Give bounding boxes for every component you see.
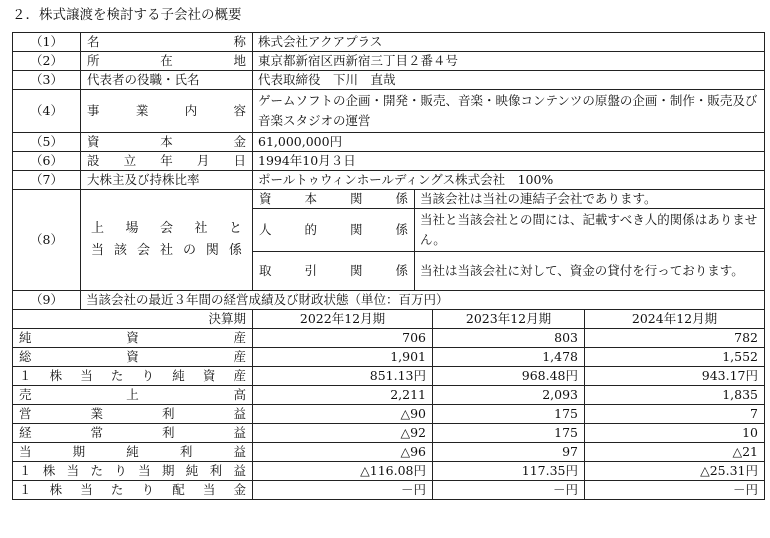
label-char: 株 bbox=[42, 463, 56, 478]
label-char: 引 bbox=[304, 263, 317, 278]
label-char: 産 bbox=[233, 349, 246, 364]
label-char: 営 bbox=[19, 406, 32, 421]
financial-value: 851.13円 bbox=[253, 367, 433, 386]
label-char: 関 bbox=[205, 243, 219, 258]
financial-row bbox=[13, 367, 765, 386]
label-char: 純 bbox=[126, 444, 139, 459]
row-representative bbox=[13, 71, 765, 90]
label-spread bbox=[19, 463, 246, 479]
label-spread bbox=[259, 263, 408, 279]
financial-row bbox=[13, 386, 765, 405]
row-relationship-capital bbox=[13, 190, 765, 209]
label-char: 当 bbox=[138, 463, 151, 478]
financial-value: 1,835 bbox=[585, 386, 765, 405]
financial-value: 803 bbox=[433, 329, 585, 348]
label-char: 当 bbox=[80, 368, 93, 383]
label-spread bbox=[19, 482, 246, 498]
financial-row-label bbox=[13, 443, 253, 462]
label-char: 金 bbox=[233, 134, 246, 149]
period-2023: 2023年12月期 bbox=[433, 310, 585, 329]
label-spread bbox=[87, 134, 246, 150]
financial-row bbox=[13, 462, 765, 481]
label-char: 当 bbox=[91, 243, 105, 258]
row-index: （9） bbox=[13, 291, 81, 310]
label-char: 容 bbox=[233, 103, 246, 118]
relationship-sub-label bbox=[253, 209, 415, 252]
label-char: 利 bbox=[209, 463, 223, 478]
financials-title: 当該会社の最近３年間の経営成績及び財政状態（単位：百万円） bbox=[81, 291, 765, 310]
label-char: 益 bbox=[233, 425, 246, 440]
label-char: 資 bbox=[202, 368, 216, 383]
financial-row-label bbox=[13, 405, 253, 424]
label-char: 配 bbox=[172, 482, 185, 497]
label-spread bbox=[19, 368, 246, 384]
financial-value: △96 bbox=[253, 443, 433, 462]
label-spread bbox=[87, 103, 246, 119]
label-char: 経 bbox=[19, 425, 32, 440]
financial-value: △90 bbox=[253, 405, 433, 424]
financial-value: 1,478 bbox=[433, 348, 585, 367]
row-value: 株式会社アクアプラス bbox=[253, 33, 765, 52]
label-char: １ bbox=[19, 368, 32, 383]
row-value: 1994年10月３日 bbox=[253, 152, 765, 171]
label-char: 係 bbox=[228, 243, 242, 258]
label-char: 当 bbox=[19, 444, 32, 459]
label-char: 資 bbox=[126, 330, 139, 345]
row-value: 61,000,000円 bbox=[253, 133, 765, 152]
relationship-label-line1 bbox=[91, 218, 242, 240]
label-char: の bbox=[182, 243, 196, 258]
row-label: 大株主及び持株比率 bbox=[81, 171, 253, 190]
label-char: 本 bbox=[304, 191, 317, 206]
row-label bbox=[81, 133, 253, 152]
label-char: 日 bbox=[233, 153, 246, 168]
label-char: 利 bbox=[161, 406, 175, 421]
row-label bbox=[81, 52, 253, 71]
label-char: 常 bbox=[90, 425, 103, 440]
financial-row bbox=[13, 348, 765, 367]
label-char: 立 bbox=[123, 153, 137, 168]
label-char: 産 bbox=[233, 368, 246, 383]
financial-row-label bbox=[13, 481, 253, 500]
row-value: 東京都新宿区西新宿三丁目２番４号 bbox=[253, 52, 765, 71]
label-char: 当 bbox=[66, 463, 80, 478]
label-char: 場 bbox=[125, 221, 139, 236]
financial-row-label bbox=[13, 462, 253, 481]
label-char: 社 bbox=[194, 221, 208, 236]
label-char: 利 bbox=[179, 444, 193, 459]
financial-value: △25.31円 bbox=[585, 462, 765, 481]
label-spread bbox=[19, 444, 246, 460]
label-char: 会 bbox=[136, 243, 150, 258]
label-char: 的 bbox=[304, 222, 317, 237]
row-business bbox=[13, 90, 765, 133]
financial-value: －円 bbox=[433, 481, 585, 500]
relationship-label bbox=[81, 190, 253, 291]
row-established bbox=[13, 152, 765, 171]
financial-value: 968.48円 bbox=[433, 367, 585, 386]
label-char: 益 bbox=[233, 463, 246, 478]
label-char: 資 bbox=[87, 134, 100, 149]
period-label: 決算期 bbox=[13, 310, 253, 329]
label-spread bbox=[87, 153, 246, 169]
label-char: 益 bbox=[233, 444, 246, 459]
financial-value: 10 bbox=[585, 424, 765, 443]
label-char: 資 bbox=[259, 191, 272, 206]
relationship-label-line2 bbox=[91, 240, 242, 262]
relationship-sub-label bbox=[253, 190, 415, 209]
financial-row bbox=[13, 443, 765, 462]
label-char: 本 bbox=[160, 134, 173, 149]
period-2022: 2022年12月期 bbox=[253, 310, 433, 329]
row-index: （1） bbox=[13, 33, 81, 52]
label-char: た bbox=[90, 463, 103, 478]
row-value: ゲームソフトの企画・開発・販売、音楽・映像コンテンツの原盤の企画・制作・販売及び音楽スタジオの運営 bbox=[253, 90, 765, 133]
label-char: 株 bbox=[49, 482, 63, 497]
row-company-name bbox=[13, 33, 765, 52]
label-char: 上 bbox=[91, 221, 105, 236]
label-char: 取 bbox=[259, 263, 272, 278]
label-char: 所 bbox=[87, 53, 100, 68]
label-char: 月 bbox=[196, 153, 210, 168]
label-char: 期 bbox=[72, 444, 86, 459]
label-char: 純 bbox=[19, 330, 32, 345]
financial-value: －円 bbox=[253, 481, 433, 500]
financial-row bbox=[13, 481, 765, 500]
row-address bbox=[13, 52, 765, 71]
label-char: 在 bbox=[160, 53, 173, 68]
financial-value: 117.35円 bbox=[433, 462, 585, 481]
label-char: 関 bbox=[349, 191, 363, 206]
financial-value: －円 bbox=[585, 481, 765, 500]
label-char: 資 bbox=[126, 349, 139, 364]
label-spread bbox=[259, 191, 408, 207]
financial-value: 1,552 bbox=[585, 348, 765, 367]
label-char: 人 bbox=[259, 222, 272, 237]
label-spread bbox=[19, 387, 246, 403]
label-char: 係 bbox=[395, 191, 408, 206]
financial-value: △21 bbox=[585, 443, 765, 462]
label-char: 純 bbox=[172, 368, 185, 383]
row-shareholders bbox=[13, 171, 765, 190]
financial-rows bbox=[13, 329, 765, 500]
label-char: 高 bbox=[233, 387, 246, 402]
label-char: 関 bbox=[349, 222, 363, 237]
label-char: り bbox=[114, 463, 127, 478]
financial-value: 706 bbox=[253, 329, 433, 348]
financial-row bbox=[13, 405, 765, 424]
financial-value: 2,211 bbox=[253, 386, 433, 405]
label-char: 株 bbox=[49, 368, 63, 383]
label-char: り bbox=[141, 482, 155, 497]
row-capital bbox=[13, 133, 765, 152]
row-index: （6） bbox=[13, 152, 81, 171]
relationship-sub-label bbox=[253, 252, 415, 291]
label-spread bbox=[87, 53, 246, 69]
financial-row-label bbox=[13, 329, 253, 348]
financial-value: 175 bbox=[433, 405, 585, 424]
label-char: た bbox=[110, 482, 124, 497]
label-spread bbox=[19, 330, 246, 346]
label-char: 産 bbox=[233, 330, 246, 345]
label-char: 売 bbox=[19, 387, 32, 402]
label-char: 業 bbox=[135, 103, 149, 118]
label-char: 係 bbox=[395, 222, 408, 237]
financial-value: 782 bbox=[585, 329, 765, 348]
label-char: 当 bbox=[202, 482, 216, 497]
label-char: 総 bbox=[19, 349, 32, 364]
label-char: 年 bbox=[160, 153, 173, 168]
financial-row-label bbox=[13, 367, 253, 386]
row-index: （3） bbox=[13, 71, 81, 90]
relationship-value: 当社は当該会社に対して、資金の貸付を行っております。 bbox=[415, 252, 765, 291]
row-value: ポールトゥウィンホールディングス株式会社 100% bbox=[253, 171, 765, 190]
row-label: 代表者の役職・氏名 bbox=[81, 71, 253, 90]
label-char: 地 bbox=[233, 53, 246, 68]
label-char: 益 bbox=[233, 406, 246, 421]
period-2024: 2024年12月期 bbox=[585, 310, 765, 329]
label-char: 内 bbox=[184, 103, 198, 118]
section-heading: ２．株式譲渡を検討する子会社の概要 bbox=[12, 7, 242, 23]
row-label bbox=[81, 90, 253, 133]
label-char: 設 bbox=[87, 153, 100, 168]
financial-value: △116.08円 bbox=[253, 462, 433, 481]
label-char: 業 bbox=[90, 406, 103, 421]
label-char: 称 bbox=[233, 34, 246, 49]
row-label bbox=[81, 152, 253, 171]
label-char: 上 bbox=[126, 387, 139, 402]
row-value: 代表取締役 下川 直哉 bbox=[253, 71, 765, 90]
row-index: （4） bbox=[13, 90, 81, 133]
row-index: （5） bbox=[13, 133, 81, 152]
label-char: 名 bbox=[87, 34, 100, 49]
label-spread bbox=[19, 349, 246, 365]
label-char: た bbox=[110, 368, 124, 383]
label-char: 当 bbox=[80, 482, 93, 497]
label-char: 会 bbox=[159, 221, 173, 236]
financial-value: 1,901 bbox=[253, 348, 433, 367]
label-char: 事 bbox=[87, 103, 100, 118]
financial-row-label bbox=[13, 386, 253, 405]
label-spread bbox=[87, 34, 246, 50]
relationship-value: 当社と当該会社との間には、記載すべき人的関係はありません。 bbox=[415, 209, 765, 252]
label-char: 純 bbox=[185, 463, 199, 478]
label-char: １ bbox=[19, 482, 32, 497]
relationship-value: 当該会社は当社の連結子会社であります。 bbox=[415, 190, 765, 209]
row-period-header bbox=[13, 310, 765, 329]
label-char: 金 bbox=[233, 482, 246, 497]
label-char: と bbox=[228, 221, 242, 236]
label-char: 期 bbox=[161, 463, 175, 478]
row-financials-title bbox=[13, 291, 765, 310]
row-index: （8） bbox=[13, 190, 81, 291]
label-spread bbox=[19, 406, 246, 422]
label-char: 関 bbox=[349, 263, 363, 278]
financial-row bbox=[13, 329, 765, 348]
label-spread bbox=[259, 222, 408, 238]
row-label bbox=[81, 33, 253, 52]
row-index: （7） bbox=[13, 171, 81, 190]
financial-row bbox=[13, 424, 765, 443]
label-char: 社 bbox=[159, 243, 173, 258]
label-char: 利 bbox=[161, 425, 175, 440]
financial-value: 7 bbox=[585, 405, 765, 424]
financial-row-label bbox=[13, 424, 253, 443]
row-index: （2） bbox=[13, 52, 81, 71]
financial-value: 943.17円 bbox=[585, 367, 765, 386]
financial-value: 175 bbox=[433, 424, 585, 443]
label-char: １ bbox=[19, 463, 32, 478]
subsidiary-overview-table bbox=[12, 32, 765, 500]
label-char: り bbox=[141, 368, 155, 383]
label-char: 係 bbox=[395, 263, 408, 278]
label-char: 該 bbox=[113, 243, 127, 258]
label-spread bbox=[19, 425, 246, 441]
financial-row-label bbox=[13, 348, 253, 367]
financial-value: 2,093 bbox=[433, 386, 585, 405]
financial-value: △92 bbox=[253, 424, 433, 443]
financial-value: 97 bbox=[433, 443, 585, 462]
